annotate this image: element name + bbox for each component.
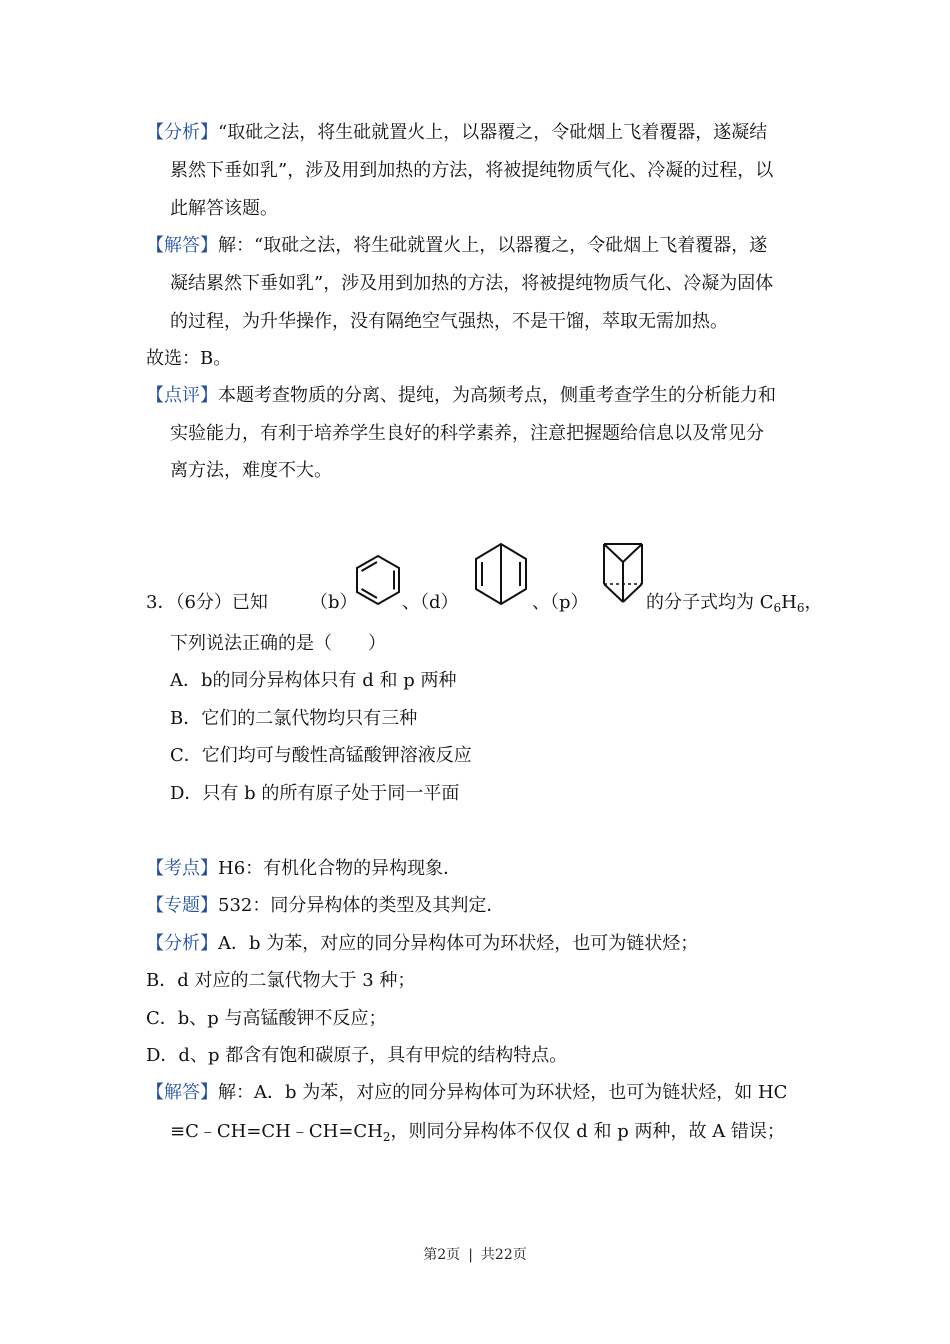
formula-sub1: 6 <box>773 601 782 615</box>
analysis2-text-c: C．b、p 与高锰酸钾不反应； <box>146 1008 387 1029</box>
answer2-tag: 【解答】 <box>146 1082 218 1103</box>
analysis2-line-a <box>146 932 698 956</box>
answer-paragraph-1 <box>146 234 767 258</box>
formula-text: 的分子式均为 C <box>646 592 774 613</box>
option-c: C．它们均可与酸性高锰酸钾溶液反应 <box>170 745 472 766</box>
analysis-text-line2: 累然下垂如乳”，涉及用到加热的方法，将被提纯物质气化、冷凝的过程，以 <box>170 160 774 181</box>
answer2-text-line1: 解：A．b 为苯，对应的同分异构体可为环状烃，也可为链状烃，如 HC <box>218 1082 788 1103</box>
analysis2-text-a: A．b 为苯，对应的同分异构体可为环状烃，也可为链状烃； <box>218 933 699 954</box>
answer2-line2-post: ，则同分异构体不仅仅 d 和 p 两种，故 A 错误； <box>390 1121 785 1142</box>
comment-text-line2: 实验能力，有利于培养学生良好的科学素养，注意把握题给信息以及常见分 <box>170 423 764 444</box>
option-b: B．它们的二氯代物均只有三种 <box>170 708 418 729</box>
zhuanti-line <box>146 894 504 918</box>
page-footer <box>0 1244 950 1264</box>
option-d: D．只有 b 的所有原子处于同一平面 <box>170 783 460 804</box>
comment-tag: 【点评】 <box>146 385 218 406</box>
choice-line: 故选：B。 <box>146 348 232 369</box>
prismane-structure-icon <box>600 540 646 608</box>
formula-comma: ， <box>804 592 823 613</box>
question3-label-b: （b） <box>310 592 358 613</box>
kaodian-tag: 【考点】 <box>146 858 218 879</box>
answer-text-line3: 的过程，为升华操作，没有隔绝空气强热，不是干馏，萃取无需加热。 <box>170 311 728 332</box>
benzene-structure-icon <box>350 552 406 608</box>
kaodian-text: H6：有机化合物的异构现象． <box>218 858 462 879</box>
answer2-line2-sub: 2 <box>382 1130 391 1144</box>
formula-sub2: 6 <box>796 601 805 615</box>
question3-label-p: 、（p） <box>532 592 589 613</box>
question3-label-d: 、（d） <box>402 592 459 613</box>
question3-prefix: 3．（6分）已知 <box>146 592 268 613</box>
answer-text-line1: 解：“取砒之法，将生砒就置火上，以器覆之，令砒烟上飞着覆器，遂 <box>218 235 768 256</box>
answer-text-line2: 凝结累然下垂如乳”，涉及用到加热的方法，将被提纯物质气化、冷凝为固体 <box>170 273 774 294</box>
formula-h: H <box>781 592 797 613</box>
dewar-benzene-structure-icon <box>472 540 530 608</box>
analysis2-text-d: D．d、p 都含有饱和碳原子，具有甲烷的结构特点。 <box>146 1045 568 1066</box>
analysis-tag: 【分析】 <box>146 122 218 143</box>
analysis-paragraph-1 <box>146 121 767 145</box>
answer2-line1 <box>146 1081 787 1105</box>
kaodian-line <box>146 857 461 881</box>
analysis-text-line1: “取砒之法，将生砒就置火上，以器覆之，令砒烟上飞着覆器，遂凝结 <box>218 122 768 143</box>
answer2-line2-pre: ≡C﹣CH=CH﹣CH=CH <box>170 1121 383 1142</box>
total-pages: 共22页 <box>480 1247 527 1263</box>
analysis2-text-b: B．d 对应的二氯代物大于 3 种； <box>146 970 416 991</box>
zhuanti-text: 532：同分异构体的类型及其判定． <box>218 895 505 916</box>
analysis2-tag: 【分析】 <box>146 933 218 954</box>
page-number: 第2页 <box>423 1247 461 1263</box>
option-a: A．b的同分异构体只有 d 和 p 两种 <box>170 670 457 691</box>
question3-stem-line2: 下列说法正确的是（ ） <box>170 633 386 654</box>
analysis-text-line3: 此解答该题。 <box>170 198 278 219</box>
question3-formula <box>646 591 822 620</box>
comment-paragraph <box>146 384 776 408</box>
answer2-line2 <box>170 1120 785 1149</box>
footer-separator: | <box>468 1247 473 1263</box>
zhuanti-tag: 【专题】 <box>146 895 218 916</box>
comment-text-line1: 本题考查物质的分离、提纯，为高频考点，侧重考查学生的分析能力和 <box>218 385 776 406</box>
answer-tag: 【解答】 <box>146 235 218 256</box>
comment-text-line3: 离方法，难度不大。 <box>170 460 332 481</box>
